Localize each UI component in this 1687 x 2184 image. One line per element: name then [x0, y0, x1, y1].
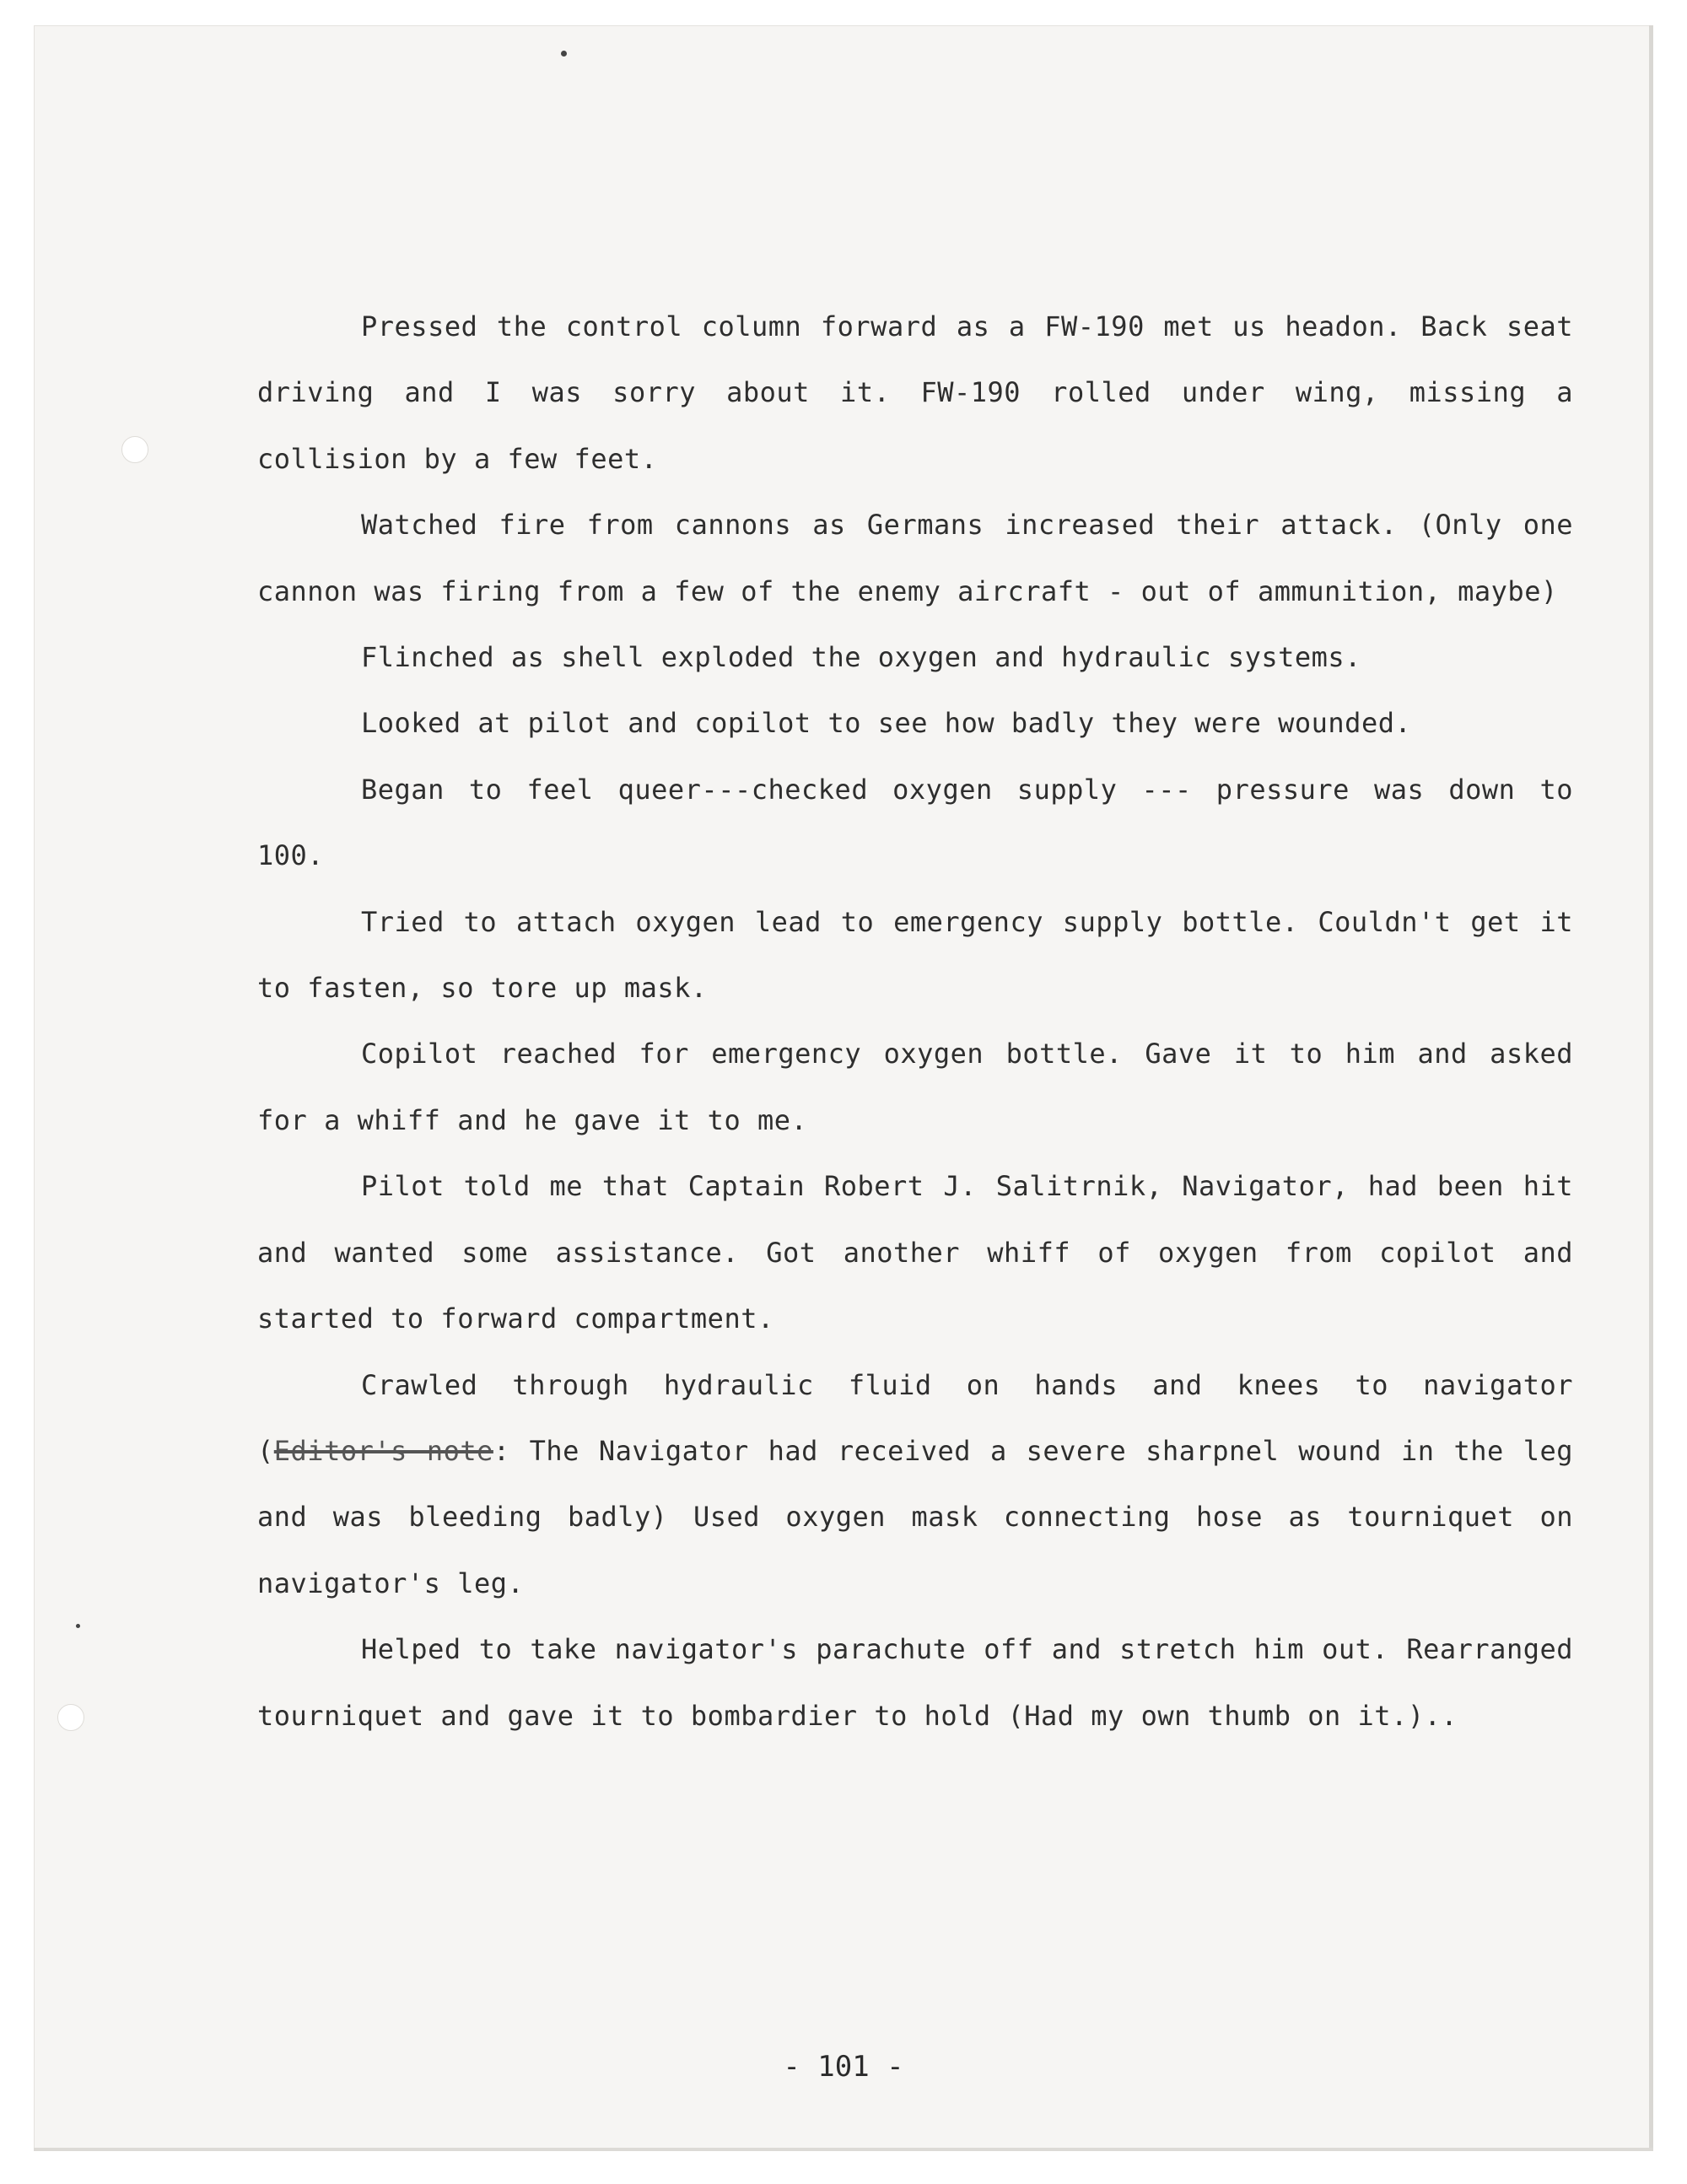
typed-text-body	[257, 294, 1573, 1749]
sheet-bottom-edge	[34, 2148, 1653, 2151]
paragraph-with-strikeout	[257, 1352, 1573, 1617]
punch-hole-upper	[121, 436, 148, 463]
paragraph: Pressed the control column forward as a FW-190 met us headon. Back seat driving and I was sorry about it. FW-190 rolled under wing, missing a collision by a few feet.	[257, 310, 1573, 475]
paragraph: Pilot told me that Captain Robert J. Salitrnik, Navigator, had been hit and wanted some assistance. Got another whiff of oxygen from copilot and started to forward compartment.	[257, 1170, 1573, 1335]
paragraph: Began to feel queer---checked oxygen supply --- pressure was down to 100.	[257, 773, 1573, 872]
paragraph: Helped to take navigator's parachute off and stretch him out. Rearranged tourniquet and gave it to bombardier to hold (Had my own thumb on it.)..	[257, 1633, 1573, 1732]
page-number: - 101 -	[783, 2050, 904, 2084]
paragraph: Tried to attach oxygen lead to emergency supply bottle. Couldn't get it to fasten, so tore up mask.	[257, 905, 1573, 1005]
paragraph: Looked at pilot and copilot to see how badly they were wounded.	[361, 707, 1412, 740]
punch-hole-lower	[57, 1704, 84, 1731]
ink-speck-small	[76, 1624, 80, 1628]
paragraph-text-after: : The Navigator had received a severe sharpnel wound in the leg and was bleeding badly) Used oxygen mask connecting hose as tourniquet on navigator's leg.	[257, 1434, 1574, 1599]
paragraph: Watched fire from cannons as Germans increased their attack. (Only one cannon was firing from a few of the enemy aircraft - out of ammunition, maybe)	[257, 509, 1573, 607]
ink-speck	[561, 51, 567, 57]
struck-out-editor-note: Editor's note	[273, 1434, 493, 1467]
paragraph: Copilot reached for emergency oxygen bottle. Gave it to him and asked for a whiff and he gave it to me.	[257, 1038, 1573, 1136]
sheet-right-edge	[1649, 25, 1653, 2151]
paragraph-text-before: Crawled through hydraulic fluid on hands and knees to navigator (	[257, 1368, 1573, 1467]
paragraph: Flinched as shell exploded the oxygen and hydraulic systems.	[361, 641, 1361, 674]
